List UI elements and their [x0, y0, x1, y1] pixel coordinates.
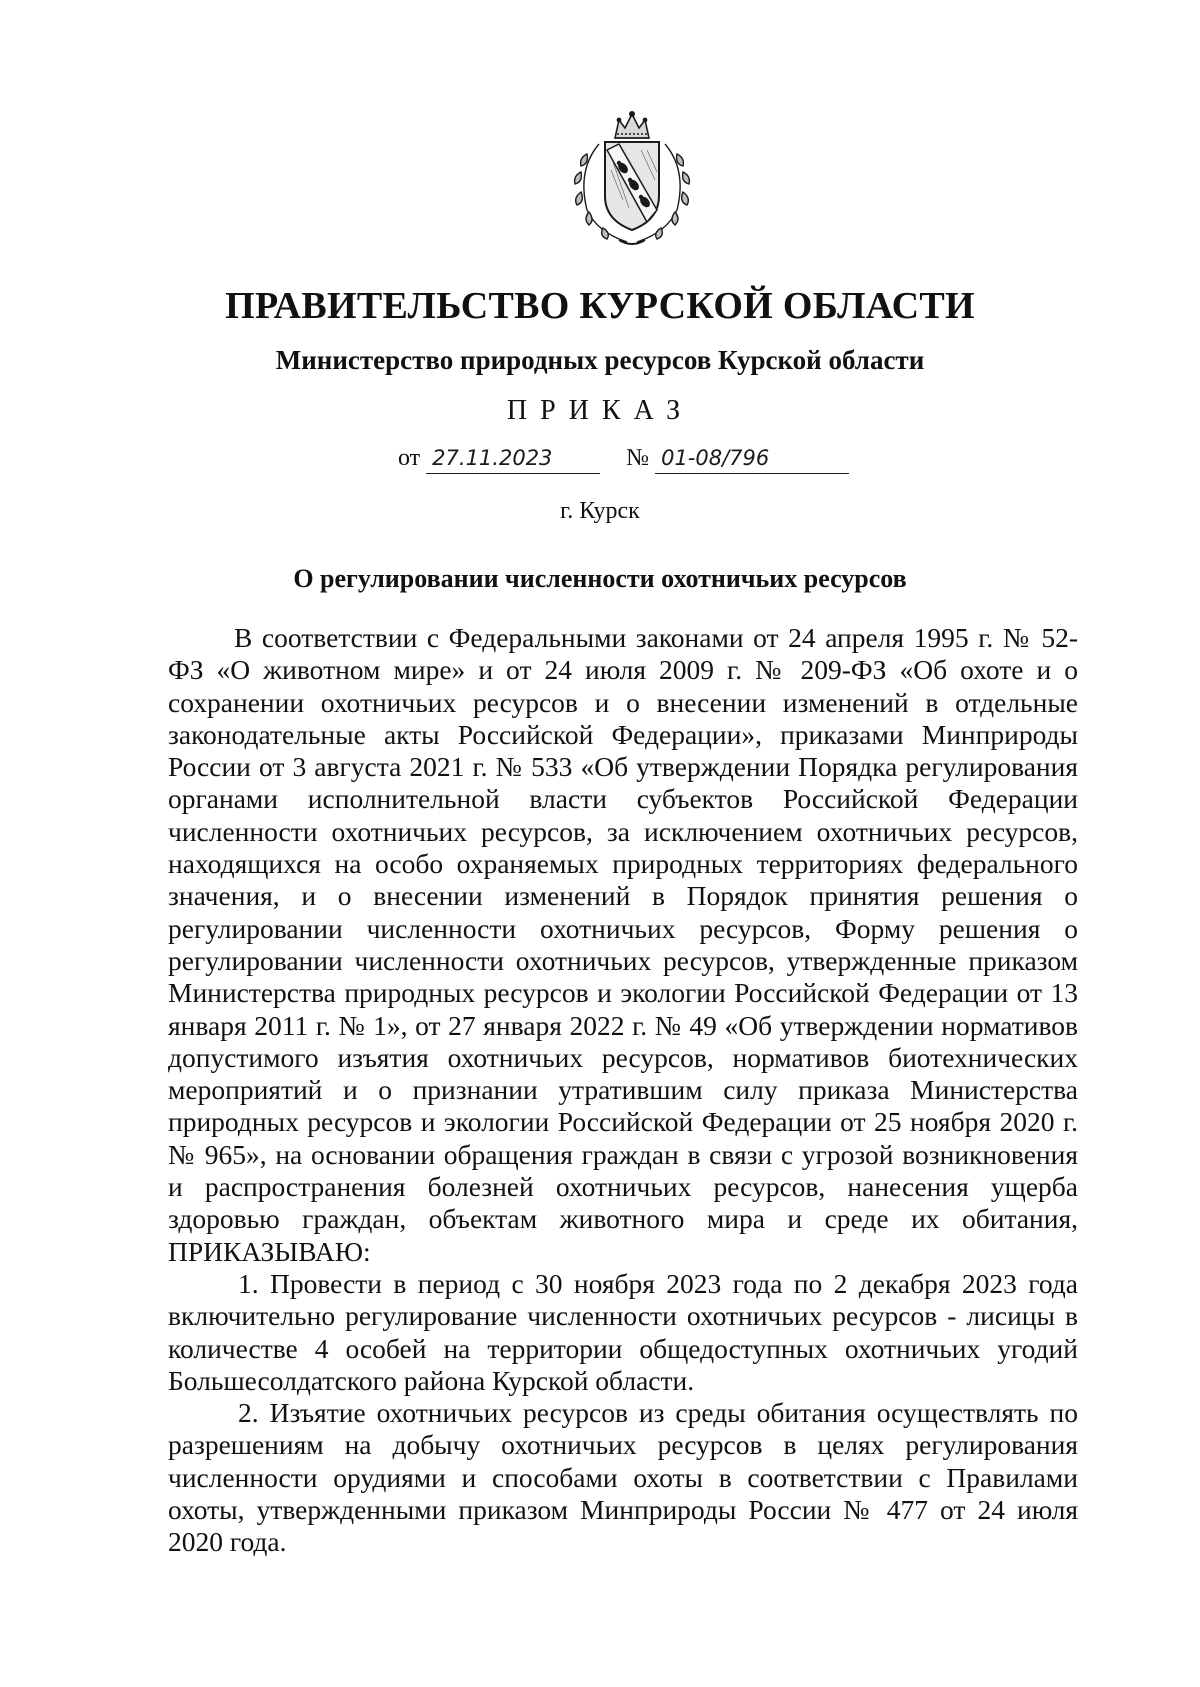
preamble-paragraph: В соответствии с Федеральными законами от 24 апреля 1995 г. № 52-ФЗ «О животном мире» и от 24 июля 2009 г. № 209-ФЗ «Об охоте и о сохранении охотничьих ресурсов и о внесении изменений в отдельные законодательные акты Российской Федерации», приказами Минприроды России от 3 августа 2021 г. № 533 «Об утверждении Порядка регулирования органами исполнительной власти субъектов Российской Федерации численности охотничьих ресурсов, за исключением охотничьих ресурсов, находящихся на особо охраняемых природных территориях федерального значения, и о внесении изменений в Порядок принятия решения о регулировании численности охотничьих ресурсов, Форму решения о регулировании численности охотничьих ресурсов, утвержденные приказом Министерства природных ресурсов и экологии Российской Федерации от 13 января 2011 г. № 1», от 27 января 2022 г. № 49 «Об утверждении нормативов допустимого изъятия охотничьих ресурсов, нормативов биотехнических мероприятий и о признании утратившим силу приказа Министерства природных ресурсов и экологии Российской Федерации от 25 ноября 2020 г. № 965», на основании обращения граждан в связи с угрозой возникновения и распространения болезней охотничьих ресурсов, нанесения ущерба здоровью граждан, объектам животного мира и среде их обитания, ПРИКАЗЫВАЮ: — [168, 622, 1078, 1267]
order-date: 27.11.2023 — [426, 443, 600, 474]
order-item-1: 1. Провести в период с 30 ноября 2023 года по 2 декабря 2023 года включительно регулирование численности охотничьих ресурсов - лисицы в количестве 4 особей на территории общедоступных охотничьих угодий Большесолдатского района Курской области. — [168, 1267, 1078, 1396]
order-meta-row — [398, 443, 849, 474]
ministry-name: Министерство природных ресурсов Курской области — [275, 345, 925, 375]
number-prefix: № — [626, 445, 650, 471]
date-prefix: от — [398, 445, 421, 471]
order-number: 01-08/796 — [655, 443, 849, 474]
kursk-coat-of-arms-icon — [557, 110, 707, 250]
document-body — [168, 622, 1078, 1559]
government-title: ПРАВИТЕЛЬСТВО КУРСКОЙ ОБЛАСТИ — [225, 285, 975, 327]
city: г. Курск — [560, 498, 640, 524]
document-title: О регулировании численности охотничьих ресурсов — [293, 564, 907, 593]
order-item-2: 2. Изъятие охотничьих ресурсов из среды обитания осуществлять по разрешениям на добычу охотничьих ресурсов в целях регулирования численности орудиями и способами охоты в соответствии с Правилами охоты, утвержденными приказом Минприроды России № 477 от 24 июля 2020 года. — [168, 1397, 1078, 1558]
document-type: ПРИКАЗ — [506, 395, 694, 426]
